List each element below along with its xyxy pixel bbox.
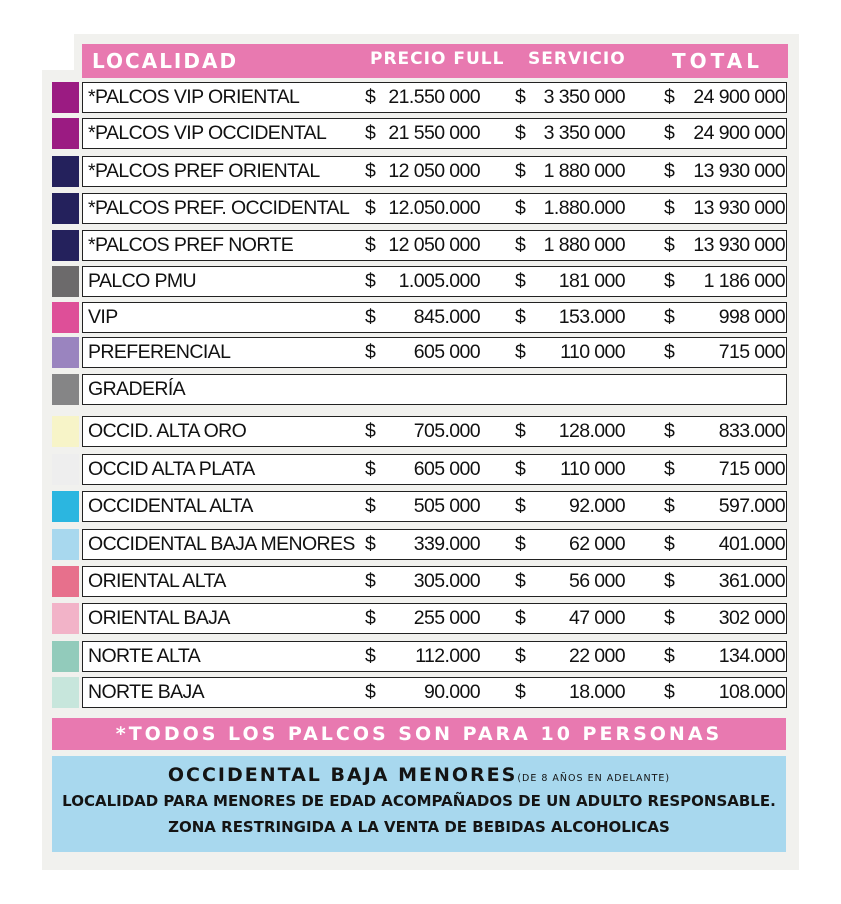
localidad-name: OCCIDENTAL ALTA bbox=[88, 495, 253, 517]
total-value: 24 900 000 bbox=[693, 122, 785, 144]
table-row bbox=[52, 603, 786, 634]
header-localidad: LOCALIDAD bbox=[92, 49, 239, 73]
currency-symbol: $ bbox=[365, 458, 376, 480]
servicio-value: 22 000 bbox=[568, 645, 625, 667]
localidad-name: *PALCOS PREF NORTE bbox=[88, 234, 294, 256]
zone-color-swatch bbox=[52, 566, 79, 597]
currency-symbol: $ bbox=[515, 341, 526, 363]
total-value: 715 000 bbox=[718, 341, 785, 363]
table-row bbox=[52, 193, 786, 224]
precio-full-value: 605 000 bbox=[413, 341, 480, 363]
currency-symbol: $ bbox=[365, 86, 376, 108]
servicio-value: 110 000 bbox=[560, 341, 625, 363]
precio-full-value: 21 550 000 bbox=[388, 122, 480, 144]
zone-color-swatch bbox=[52, 529, 79, 560]
currency-symbol: $ bbox=[664, 681, 675, 703]
table-row bbox=[52, 566, 786, 597]
zone-color-swatch bbox=[52, 374, 79, 405]
info-line-1: LOCALIDAD PARA MENORES DE EDAD ACOMPAÑADOS DE UN ADULTO RESPONSABLE. bbox=[62, 792, 776, 810]
localidad-name: VIP bbox=[88, 306, 118, 328]
localidad-name: PALCO PMU bbox=[88, 270, 197, 292]
precio-full-value: 12 050 000 bbox=[388, 234, 480, 256]
precio-full-value: 21.550 000 bbox=[388, 86, 480, 108]
currency-symbol: $ bbox=[365, 645, 376, 667]
table-row bbox=[52, 454, 786, 485]
info-line-2: ZONA RESTRINGIDA A LA VENTA DE BEBIDAS ALCOHOLICAS bbox=[168, 818, 670, 836]
precio-full-value: 90.000 bbox=[423, 681, 480, 703]
localidad-name: *PALCOS PREF ORIENTAL bbox=[88, 160, 320, 182]
precio-full-value: 605 000 bbox=[413, 458, 480, 480]
currency-symbol: $ bbox=[365, 234, 376, 256]
currency-symbol: $ bbox=[365, 570, 376, 592]
currency-symbol: $ bbox=[515, 306, 526, 328]
currency-symbol: $ bbox=[664, 197, 675, 219]
panel-notch bbox=[42, 34, 74, 70]
servicio-value: 47 000 bbox=[568, 607, 625, 629]
zone-color-swatch bbox=[52, 677, 79, 708]
currency-symbol: $ bbox=[365, 681, 376, 703]
currency-symbol: $ bbox=[664, 607, 675, 629]
table-row bbox=[52, 677, 786, 708]
info-title-sub: (DE 8 AÑOS EN ADELANTE) bbox=[517, 773, 671, 784]
zone-color-swatch bbox=[52, 641, 79, 672]
currency-symbol: $ bbox=[664, 645, 675, 667]
servicio-value: 1 880 000 bbox=[543, 160, 625, 182]
currency-symbol: $ bbox=[664, 234, 675, 256]
currency-symbol: $ bbox=[664, 270, 675, 292]
currency-symbol: $ bbox=[515, 645, 526, 667]
currency-symbol: $ bbox=[365, 306, 376, 328]
header-precio-full: PRECIO FULL bbox=[370, 49, 505, 69]
currency-symbol: $ bbox=[515, 270, 526, 292]
currency-symbol: $ bbox=[515, 495, 526, 517]
table-row bbox=[52, 118, 786, 149]
localidad-cell bbox=[82, 302, 361, 333]
table-row bbox=[52, 529, 786, 560]
currency-symbol: $ bbox=[515, 234, 526, 256]
localidad-name: OCCID. ALTA ORO bbox=[88, 420, 247, 442]
zone-color-swatch bbox=[52, 156, 79, 187]
currency-symbol: $ bbox=[515, 197, 526, 219]
table-row bbox=[52, 82, 786, 113]
currency-symbol: $ bbox=[515, 681, 526, 703]
header-servicio: SERVICIO bbox=[528, 49, 626, 69]
servicio-value: 3 350 000 bbox=[543, 86, 625, 108]
total-value: 24 900 000 bbox=[693, 86, 785, 108]
servicio-value: 181 000 bbox=[558, 270, 625, 292]
currency-symbol: $ bbox=[365, 495, 376, 517]
currency-symbol: $ bbox=[365, 160, 376, 182]
table-header bbox=[82, 44, 788, 78]
total-value: 597.000 bbox=[718, 495, 785, 517]
currency-symbol: $ bbox=[664, 420, 675, 442]
currency-symbol: $ bbox=[664, 160, 675, 182]
currency-symbol: $ bbox=[664, 306, 675, 328]
table-row bbox=[52, 302, 786, 333]
localidad-name: OCCID ALTA PLATA bbox=[88, 458, 255, 480]
precio-full-value: 305.000 bbox=[413, 570, 480, 592]
currency-symbol: $ bbox=[515, 570, 526, 592]
zone-color-swatch bbox=[52, 454, 79, 485]
zone-color-swatch bbox=[52, 416, 79, 447]
currency-symbol: $ bbox=[365, 270, 376, 292]
currency-symbol: $ bbox=[664, 86, 675, 108]
currency-symbol: $ bbox=[365, 420, 376, 442]
localidad-name: *PALCOS VIP ORIENTAL bbox=[88, 86, 300, 108]
servicio-value: 56 000 bbox=[568, 570, 625, 592]
table-row bbox=[52, 266, 786, 297]
localidad-name: ORIENTAL ALTA bbox=[88, 570, 226, 592]
localidad-name: *PALCOS PREF. OCCIDENTAL bbox=[88, 197, 350, 219]
currency-symbol: $ bbox=[664, 341, 675, 363]
servicio-value: 128.000 bbox=[558, 420, 625, 442]
total-value: 715 000 bbox=[718, 458, 785, 480]
currency-symbol: $ bbox=[515, 533, 526, 555]
precio-full-value: 705.000 bbox=[413, 420, 480, 442]
currency-symbol: $ bbox=[365, 122, 376, 144]
total-value: 134.000 bbox=[718, 645, 785, 667]
precio-full-value: 1.005.000 bbox=[398, 270, 480, 292]
zone-color-swatch bbox=[52, 82, 79, 113]
localidad-name: OCCIDENTAL BAJA MENORES bbox=[88, 533, 355, 555]
precio-full-value: 12 050 000 bbox=[388, 160, 480, 182]
total-value: 13 930 000 bbox=[693, 197, 785, 219]
currency-symbol: $ bbox=[664, 533, 675, 555]
currency-symbol: $ bbox=[515, 160, 526, 182]
localidad-name: ORIENTAL BAJA bbox=[88, 607, 230, 629]
currency-symbol: $ bbox=[365, 341, 376, 363]
info-title: OCCIDENTAL BAJA MENORES bbox=[167, 764, 518, 786]
currency-symbol: $ bbox=[515, 420, 526, 442]
localidad-name: NORTE BAJA bbox=[88, 681, 205, 703]
servicio-value: 1 880 000 bbox=[543, 234, 625, 256]
table-row bbox=[52, 641, 786, 672]
zone-color-swatch bbox=[52, 302, 79, 333]
localidad-name: GRADERÍA bbox=[88, 378, 186, 400]
servicio-value: 153.000 bbox=[558, 306, 625, 328]
table-row bbox=[52, 416, 786, 447]
currency-symbol: $ bbox=[664, 570, 675, 592]
table-row bbox=[52, 374, 786, 405]
palcos-note: *TODOS LOS PALCOS SON PARA 10 PERSONAS bbox=[52, 718, 786, 750]
menores-info-box bbox=[52, 756, 786, 852]
total-value: 302 000 bbox=[718, 607, 785, 629]
currency-symbol: $ bbox=[515, 122, 526, 144]
precio-full-value: 112.000 bbox=[415, 645, 480, 667]
total-value: 1 186 000 bbox=[703, 270, 785, 292]
localidad-name: NORTE ALTA bbox=[88, 645, 201, 667]
total-value: 998 000 bbox=[718, 306, 785, 328]
zone-color-swatch bbox=[52, 230, 79, 261]
total-value: 13 930 000 bbox=[693, 234, 785, 256]
table-row bbox=[52, 156, 786, 187]
currency-symbol: $ bbox=[664, 122, 675, 144]
zone-color-swatch bbox=[52, 337, 79, 368]
table-row bbox=[52, 491, 786, 522]
currency-symbol: $ bbox=[515, 458, 526, 480]
localidad-name: *PALCOS VIP OCCIDENTAL bbox=[88, 122, 327, 144]
precio-full-value: 505 000 bbox=[413, 495, 480, 517]
prices-cell bbox=[361, 374, 787, 405]
table-row bbox=[52, 337, 786, 368]
precio-full-value: 845.000 bbox=[413, 306, 480, 328]
servicio-value: 1.880.000 bbox=[543, 197, 625, 219]
precio-full-value: 255 000 bbox=[413, 607, 480, 629]
currency-symbol: $ bbox=[365, 607, 376, 629]
zone-color-swatch bbox=[52, 266, 79, 297]
currency-symbol: $ bbox=[664, 495, 675, 517]
total-value: 13 930 000 bbox=[693, 160, 785, 182]
zone-color-swatch bbox=[52, 603, 79, 634]
total-value: 401.000 bbox=[718, 533, 785, 555]
total-value: 361.000 bbox=[718, 570, 785, 592]
servicio-value: 92.000 bbox=[568, 495, 625, 517]
servicio-value: 3 350 000 bbox=[543, 122, 625, 144]
servicio-value: 18.000 bbox=[568, 681, 625, 703]
zone-color-swatch bbox=[52, 118, 79, 149]
info-title-line bbox=[52, 764, 786, 786]
table-row bbox=[52, 230, 786, 261]
header-total: TOTAL bbox=[672, 49, 763, 73]
zone-color-swatch bbox=[52, 491, 79, 522]
currency-symbol: $ bbox=[664, 458, 675, 480]
localidad-name: PREFERENCIAL bbox=[88, 341, 231, 363]
currency-symbol: $ bbox=[515, 86, 526, 108]
servicio-value: 62 000 bbox=[568, 533, 625, 555]
precio-full-value: 339.000 bbox=[413, 533, 480, 555]
zone-color-swatch bbox=[52, 193, 79, 224]
currency-symbol: $ bbox=[515, 607, 526, 629]
total-value: 108.000 bbox=[718, 681, 785, 703]
servicio-value: 110 000 bbox=[560, 458, 625, 480]
currency-symbol: $ bbox=[365, 533, 376, 555]
precio-full-value: 12.050.000 bbox=[388, 197, 480, 219]
currency-symbol: $ bbox=[365, 197, 376, 219]
total-value: 833.000 bbox=[718, 420, 785, 442]
